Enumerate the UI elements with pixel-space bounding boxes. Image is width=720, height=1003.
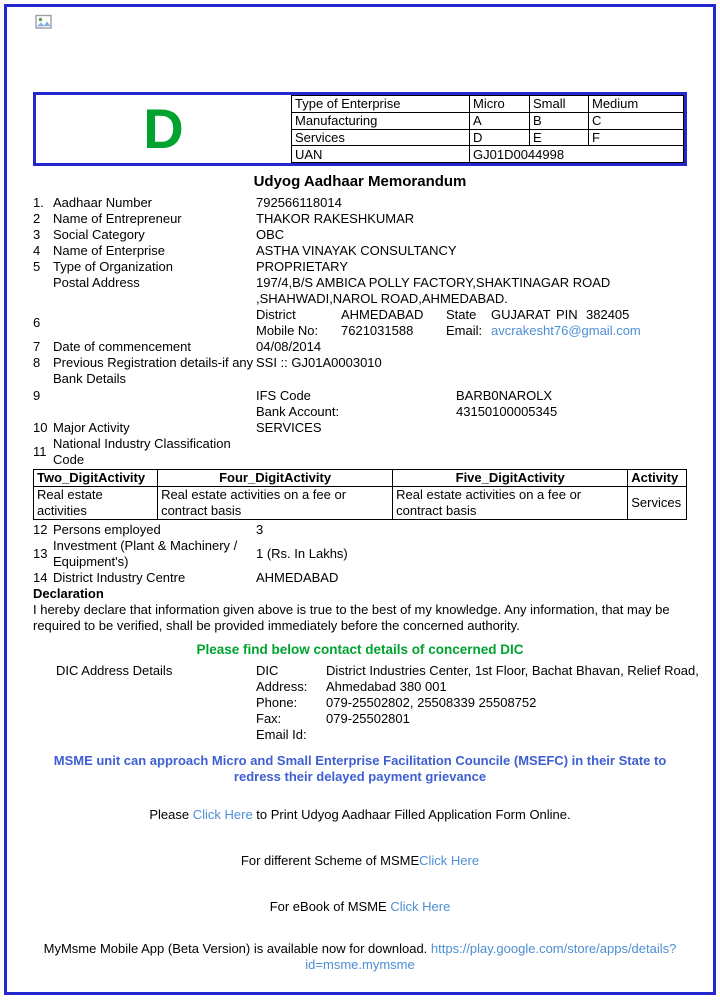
- mobile-app-link[interactable]: https://play.google.com/store/apps/details?id=msme.mymsme: [305, 941, 677, 972]
- field-row-persons-employed: [33, 522, 687, 538]
- field-number: 11: [33, 444, 47, 459]
- dic-row-label: Address:: [256, 679, 308, 694]
- table-cell: B: [530, 112, 589, 129]
- field-label: Postal Address: [53, 275, 140, 290]
- dic-row-label: Phone:: [256, 695, 298, 710]
- msme-ebook-line: [33, 899, 687, 915]
- print-application-line: [33, 807, 687, 823]
- field-number: 13: [33, 546, 48, 561]
- field-row-aadhaar: [33, 195, 687, 211]
- table-row: [292, 129, 684, 146]
- nic-activity-table: [33, 469, 687, 520]
- field-label: Major Activity: [53, 420, 130, 435]
- field-row-location: [33, 307, 687, 339]
- table-cell: A: [470, 112, 530, 129]
- dic-row-value: Ahmedabad 380 001: [326, 679, 447, 694]
- field-row-commencement: [33, 339, 687, 355]
- field-value: [256, 388, 687, 420]
- field-label: Persons employed: [53, 522, 161, 537]
- table-row: [34, 487, 687, 520]
- field-label: Type of Organization: [53, 259, 173, 274]
- field-row-organization-type: [33, 259, 687, 275]
- dic-row-value: [326, 727, 699, 743]
- print-line-suffix: to Print Udyog Aadhaar Filled Application Form Online.: [252, 807, 571, 822]
- field-label: Date of commencement: [53, 339, 192, 354]
- postal-address-line1: 197/4,B/S AMBICA POLLY FACTORY,SHAKTINAGAR ROAD: [256, 275, 611, 290]
- email-label: Email:: [446, 323, 483, 338]
- state-label: State: [446, 307, 477, 322]
- field-value: SERVICES: [256, 420, 322, 435]
- bank-account-line: [256, 404, 687, 420]
- field-number: 6: [33, 315, 41, 330]
- field-number: 10: [33, 420, 48, 435]
- field-number: 4: [33, 243, 41, 258]
- enterprise-id-box: [33, 92, 687, 166]
- table-cell: C: [589, 112, 684, 129]
- field-value: THAKOR RAKESHKUMAR: [256, 211, 415, 226]
- table-header-cell: Two_DigitActivity: [34, 470, 158, 487]
- dic-address-label: DIC Address Details: [56, 663, 173, 678]
- enterprise-category-letter: D: [143, 97, 184, 160]
- field-value: ASTHA VINAYAK CONSULTANCY: [256, 243, 457, 258]
- mobile-app-text: MyMsme Mobile App (Beta Version) is available now for download.: [43, 941, 431, 956]
- dic-address-block: [33, 663, 699, 743]
- uan-value: GJ01D0044998: [470, 146, 684, 163]
- print-application-link[interactable]: Click Here: [192, 807, 253, 822]
- email-link[interactable]: avcrakesht76@gmail.com: [491, 323, 641, 338]
- dic-row: [256, 695, 699, 711]
- field-row-district-industry-centre: [33, 570, 687, 586]
- scheme-line-text: For different Scheme of MSME: [240, 853, 420, 868]
- field-label: Aadhaar Number: [53, 195, 152, 210]
- ifs-code-label: IFS Code: [256, 388, 311, 403]
- state-value: GUJARAT: [491, 307, 551, 322]
- dic-row-value: 079-25502802, 25508339 25508752: [326, 695, 537, 710]
- msme-scheme-link[interactable]: Click Here: [419, 853, 480, 868]
- field-number: 9: [33, 387, 41, 403]
- field-number: 1.: [33, 195, 44, 210]
- ifs-code-value: BARB0NAROLX: [456, 388, 553, 403]
- field-value: 04/08/2014: [256, 339, 322, 354]
- table-row-uan: [292, 146, 684, 163]
- mobile-app-line: [35, 941, 685, 973]
- ebook-line-text: For eBook of MSME: [269, 899, 391, 914]
- location-line-district: [256, 307, 687, 323]
- field-row-bank-details: [33, 371, 687, 420]
- field-label: Social Category: [53, 227, 145, 242]
- dic-address-rows: [256, 663, 699, 743]
- field-label: Bank Details: [53, 371, 126, 386]
- field-label: Name of Enterprise: [53, 243, 165, 258]
- district-label: District: [256, 307, 296, 322]
- field-row-social-category: [33, 227, 687, 243]
- field-row-postal-address: [33, 275, 687, 307]
- field-label: Investment (Plant & Machinery / Equipment's): [53, 538, 238, 569]
- field-number: 7: [33, 339, 41, 354]
- table-cell: F: [589, 129, 684, 146]
- field-value: 1 (Rs. In Lakhs): [256, 546, 348, 561]
- table-cell: Real estate activities on a fee or contract basis: [158, 487, 393, 520]
- table-cell: Micro: [470, 96, 530, 113]
- field-label: District Industry Centre: [53, 570, 186, 585]
- dic-row: [256, 711, 699, 727]
- dic-row: [256, 663, 699, 679]
- enterprise-type-table: [291, 95, 684, 163]
- table-cell: Medium: [589, 96, 684, 113]
- bank-ifs-line: [256, 388, 687, 404]
- field-row-major-activity: [33, 420, 687, 436]
- field-value: [256, 307, 687, 339]
- page-title: Udyog Aadhaar Memorandum: [253, 173, 467, 190]
- table-cell: Real estate activities on a fee or contract basis: [393, 487, 628, 520]
- table-cell: Services: [292, 129, 470, 146]
- field-value: 792566118014: [256, 195, 342, 210]
- document-page: [4, 4, 716, 995]
- msme-ebook-link[interactable]: Click Here: [390, 899, 451, 914]
- district-value: AHMEDABAD: [341, 307, 424, 322]
- postal-address-line2: ,SHAHWADI,NAROL ROAD,AHMEDABAD.: [256, 291, 508, 306]
- pin-label: PIN: [556, 307, 578, 322]
- location-line-contact: [256, 323, 687, 339]
- field-row-investment: [33, 538, 687, 570]
- field-number: 14: [33, 570, 48, 585]
- declaration-heading: Declaration: [33, 586, 104, 601]
- field-value: PROPRIETARY: [256, 259, 348, 274]
- field-value: AHMEDABAD: [256, 570, 339, 585]
- table-row: [292, 96, 684, 113]
- field-row-enterprise-name: [33, 243, 687, 259]
- dic-row-label: Fax:: [256, 711, 282, 726]
- bank-account-value: 43150100005345: [456, 404, 558, 419]
- field-label: Name of Entrepreneur: [53, 211, 182, 226]
- print-line-prefix: Please: [149, 807, 193, 822]
- field-label: National Industry Classification Code: [53, 436, 231, 467]
- field-row-previous-registration: [33, 355, 687, 371]
- field-number: 12: [33, 522, 48, 537]
- table-row: [292, 112, 684, 129]
- uan-label: UAN: [292, 146, 470, 163]
- dic-row-label: DIC: [256, 663, 279, 678]
- msefc-notice: MSME unit can approach Micro and Small Enterprise Facilitation Councile (MSEFC) in their State to redress their delayed payment grievance: [53, 753, 667, 784]
- field-value: 3: [256, 522, 264, 537]
- field-number: 3: [33, 227, 41, 242]
- field-label: Previous Registration details-if any: [53, 355, 254, 370]
- broken-image-icon: [35, 14, 53, 32]
- table-cell: Real estate activities: [34, 487, 158, 520]
- table-header-cell: Four_DigitActivity: [158, 470, 393, 487]
- dic-row: [256, 679, 699, 695]
- enterprise-letter-panel: [36, 95, 291, 163]
- table-cell: Services: [628, 487, 687, 520]
- bank-account-label: Bank Account:: [256, 404, 340, 419]
- table-cell: E: [530, 129, 589, 146]
- table-header-cell: Five_DigitActivity: [393, 470, 628, 487]
- mobile-value: 7621031588: [341, 323, 414, 338]
- table-cell: Small: [530, 96, 589, 113]
- pin-value: 382405: [586, 307, 630, 322]
- field-value: OBC: [256, 227, 285, 242]
- field-number: 5: [33, 259, 41, 274]
- table-header-row: [34, 470, 687, 487]
- field-number: 8: [33, 355, 41, 370]
- field-row-nic-code: [33, 436, 687, 468]
- field-number: 2: [33, 211, 41, 226]
- field-row-entrepreneur: [33, 211, 687, 227]
- field-value: SSI :: GJ01A0003010: [256, 355, 382, 370]
- enterprise-table-panel: [291, 95, 684, 163]
- declaration-text: I hereby declare that information given above is true to the best of my knowledge. Any information, that may be required to be verified, shall be provided immediately before the concerned authority.: [33, 602, 670, 633]
- dic-row-label: Email Id:: [256, 727, 307, 742]
- dic-row-value: District Industries Center, 1st Floor, Bachat Bhavan, Relief Road,: [326, 663, 699, 678]
- dic-contact-heading: Please find below contact details of concerned DIC: [196, 642, 524, 657]
- dic-row-value: 079-25502801: [326, 711, 410, 726]
- dic-row: [256, 727, 699, 743]
- field-value: [256, 275, 687, 307]
- table-header-cell: Activity: [628, 470, 687, 487]
- table-cell: D: [470, 129, 530, 146]
- table-cell: Type of Enterprise: [292, 96, 470, 113]
- mobile-label: Mobile No:: [256, 323, 319, 338]
- msme-scheme-line: [33, 853, 687, 869]
- table-cell: Manufacturing: [292, 112, 470, 129]
